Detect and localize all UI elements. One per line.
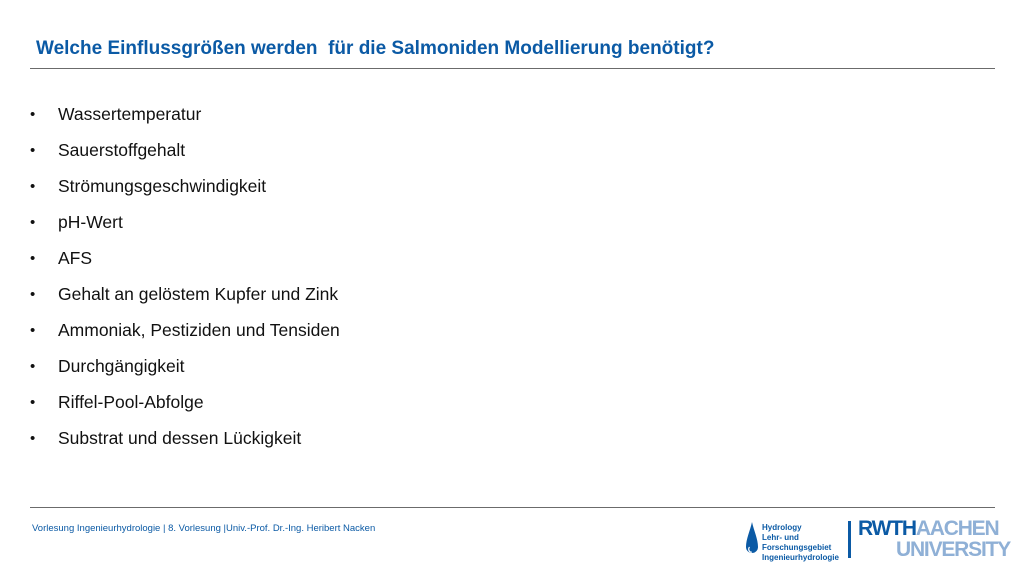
list-item-text: Strömungsgeschwindigkeit bbox=[58, 175, 267, 196]
department-label bbox=[762, 523, 839, 563]
list-item-text: AFS bbox=[58, 247, 93, 268]
bullet-marker: • bbox=[30, 141, 36, 159]
department-line: Lehr- und bbox=[762, 533, 799, 542]
list-item bbox=[30, 132, 340, 168]
list-item bbox=[30, 348, 340, 384]
bullet-marker: • bbox=[30, 213, 36, 231]
university-logo-rwth: RWTH bbox=[858, 517, 916, 540]
university-logo-university: UNIVERSITY bbox=[896, 538, 1011, 561]
list-item-text: Durchgängigkeit bbox=[58, 355, 185, 376]
university-logo-aachen: AACHEN bbox=[915, 517, 999, 540]
title-divider bbox=[30, 68, 995, 69]
list-item bbox=[30, 96, 340, 132]
bullet-marker: • bbox=[30, 357, 36, 375]
list-item bbox=[30, 204, 340, 240]
list-item-text: Substrat und dessen Lückigkeit bbox=[58, 427, 302, 448]
list-item bbox=[30, 168, 340, 204]
department-line: Forschungsgebiet bbox=[762, 543, 832, 552]
bullet-marker: • bbox=[30, 393, 36, 411]
footer-text: Vorlesung Ingenieurhydrologie | 8. Vorlesung |Univ.-Prof. Dr.-Ing. Heribert Nacken bbox=[32, 523, 376, 534]
bullet-marker: • bbox=[30, 177, 36, 195]
bullet-marker: • bbox=[30, 321, 36, 339]
list-item-text: Riffel-Pool-Abfolge bbox=[58, 391, 204, 412]
footer-divider bbox=[30, 507, 995, 508]
list-item bbox=[30, 384, 340, 420]
list-item-text: Gehalt an gelöstem Kupfer und Zink bbox=[58, 283, 339, 304]
bullet-marker: • bbox=[30, 105, 36, 123]
list-item bbox=[30, 312, 340, 348]
bullet-marker: • bbox=[30, 285, 36, 303]
department-line: Hydrology bbox=[762, 523, 802, 532]
bullet-list bbox=[30, 96, 340, 456]
list-item bbox=[30, 276, 340, 312]
logo-divider bbox=[848, 521, 851, 558]
bullet-marker: • bbox=[30, 249, 36, 267]
list-item-text: Wassertemperatur bbox=[58, 103, 202, 124]
list-item bbox=[30, 240, 340, 276]
department-line: Ingenieurhydrologie bbox=[762, 553, 839, 562]
list-item-text: Ammoniak, Pestiziden und Tensiden bbox=[58, 319, 340, 340]
list-item bbox=[30, 420, 340, 456]
bullet-marker: • bbox=[30, 429, 36, 447]
list-item-text: Sauerstoffgehalt bbox=[58, 139, 186, 160]
list-item-text: pH-Wert bbox=[58, 211, 123, 232]
slide-title: Welche Einflussgrößen werden für die Salmoniden Modellierung benötigt? bbox=[36, 38, 715, 59]
water-drop-icon bbox=[745, 521, 759, 557]
university-logo bbox=[858, 518, 1010, 560]
